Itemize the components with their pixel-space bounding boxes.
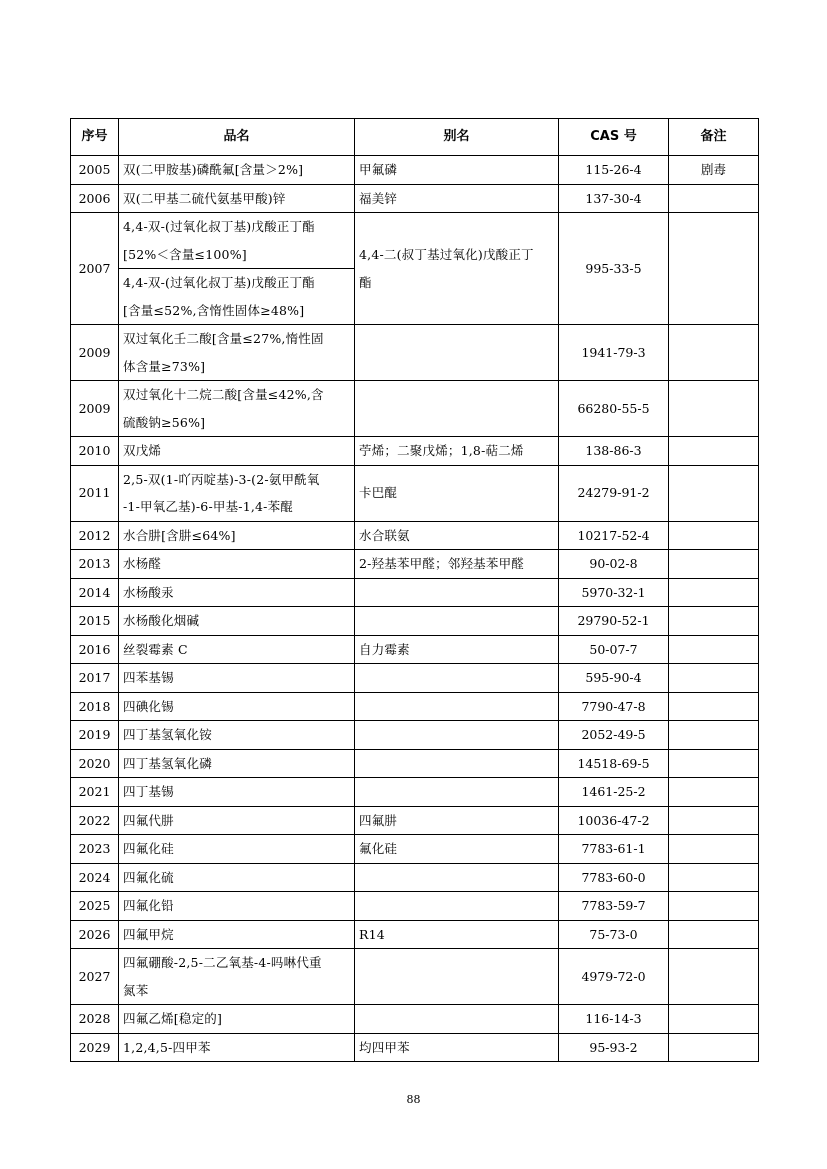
cell-cas-number: 595-90-4 — [559, 664, 669, 693]
name-line: 4,4-双-(过氧化叔丁基)戊酸正丁酯 — [123, 219, 315, 234]
cell-serial-number: 2009 — [71, 325, 119, 381]
cell-alias — [355, 863, 559, 892]
cell-cas-number: 138-86-3 — [559, 437, 669, 466]
table-row — [71, 920, 759, 949]
cell-alias — [355, 721, 559, 750]
name-line: [含量≤52%,含惰性固体≥48%] — [123, 302, 305, 318]
cell-cas-number: 50-07-7 — [559, 635, 669, 664]
table-row — [71, 578, 759, 607]
cell-cas-number: 137-30-4 — [559, 184, 669, 213]
cell-serial-number: 2010 — [71, 437, 119, 466]
cell-alias — [355, 381, 559, 437]
cell-serial-number: 2021 — [71, 778, 119, 807]
cell-product-name: 四丁基氢氧化磷 — [119, 749, 355, 778]
table-row — [71, 1033, 759, 1062]
cell-remark — [669, 835, 759, 864]
cell-alias: 自力霉素 — [355, 635, 559, 664]
cell-serial-number: 2024 — [71, 863, 119, 892]
cell-remark — [669, 465, 759, 521]
cell-cas-number: 90-02-8 — [559, 550, 669, 579]
cell-alias — [355, 892, 559, 921]
cell-serial-number: 2022 — [71, 806, 119, 835]
table-row — [71, 607, 759, 636]
cell-cas-number: 7783-60-0 — [559, 863, 669, 892]
cell-serial-number: 2005 — [71, 156, 119, 185]
cell-product-name: 水合肼[含肼≤64%] — [119, 521, 355, 550]
cell-cas-number: 4979-72-0 — [559, 949, 669, 1005]
cell-alias — [355, 607, 559, 636]
cell-product-name: 四氟化硅 — [119, 835, 355, 864]
cell-serial-number: 2029 — [71, 1033, 119, 1062]
name-line: 体含量≥73%] — [123, 358, 206, 374]
cell-product-name — [119, 949, 355, 1005]
cell-serial-number: 2018 — [71, 692, 119, 721]
table-row — [71, 778, 759, 807]
cell-serial-number: 2026 — [71, 920, 119, 949]
table-row — [71, 465, 759, 521]
name-line: 4,4-双-(过氧化叔丁基)戊酸正丁酯 — [123, 275, 315, 290]
table-row — [71, 692, 759, 721]
cell-alias — [355, 749, 559, 778]
cell-remark — [669, 1033, 759, 1062]
name-line: 双过氧化壬二酸[含量≤27%,惰性固 — [123, 331, 324, 346]
cell-remark — [669, 749, 759, 778]
table-header-row — [71, 119, 759, 156]
cell-serial-number: 2019 — [71, 721, 119, 750]
header-remark: 备注 — [669, 119, 759, 156]
cell-alias: 水合联氨 — [355, 521, 559, 550]
cell-remark — [669, 721, 759, 750]
cell-remark — [669, 778, 759, 807]
table-row — [71, 863, 759, 892]
cell-product-name: 丝裂霉素 C — [119, 635, 355, 664]
table-row — [71, 213, 759, 269]
cell-alias — [355, 1005, 559, 1034]
cell-product-name — [119, 269, 355, 325]
cell-alias: 2-羟基苯甲醛；邻羟基苯甲醛 — [355, 550, 559, 579]
cell-product-name: 四丁基氢氧化铵 — [119, 721, 355, 750]
cell-product-name: 双戊烯 — [119, 437, 355, 466]
cell-serial-number: 2007 — [71, 213, 119, 325]
cell-serial-number: 2023 — [71, 835, 119, 864]
header-cas-number: CAS 号 — [559, 119, 669, 156]
cell-product-name: 双(二甲胺基)磷酰氟[含量＞2%] — [119, 156, 355, 185]
cell-cas-number: 1941-79-3 — [559, 325, 669, 381]
page-number: 88 — [406, 1093, 421, 1106]
table-row — [71, 749, 759, 778]
cell-alias: R14 — [355, 920, 559, 949]
cell-remark — [669, 892, 759, 921]
cell-remark — [669, 920, 759, 949]
cell-serial-number: 2013 — [71, 550, 119, 579]
cell-cas-number: 2052-49-5 — [559, 721, 669, 750]
cell-serial-number: 2027 — [71, 949, 119, 1005]
cell-alias — [355, 578, 559, 607]
alias-line: 4,4-二(叔丁基过氧化)戊酸正丁 — [359, 247, 534, 262]
cell-remark: 剧毒 — [669, 156, 759, 185]
cell-cas-number: 7790-47-8 — [559, 692, 669, 721]
cell-alias: 卡巴醌 — [355, 465, 559, 521]
name-line: 双过氧化十二烷二酸[含量≤42%,含 — [123, 387, 324, 402]
cell-product-name: 四氟化硫 — [119, 863, 355, 892]
cell-product-name: 水杨酸化烟碱 — [119, 607, 355, 636]
cell-alias — [355, 949, 559, 1005]
cell-cas-number: 116-14-3 — [559, 1005, 669, 1034]
table-row — [71, 806, 759, 835]
table-row — [71, 892, 759, 921]
cell-remark — [669, 635, 759, 664]
cell-alias — [355, 692, 559, 721]
cell-serial-number: 2015 — [71, 607, 119, 636]
table-row — [71, 325, 759, 381]
name-line: [52%＜含量≤100%] — [123, 246, 247, 262]
cell-cas-number: 66280-55-5 — [559, 381, 669, 437]
cell-cas-number: 10036-47-2 — [559, 806, 669, 835]
cell-alias — [355, 213, 559, 325]
table-row — [71, 635, 759, 664]
cell-remark — [669, 550, 759, 579]
cell-alias — [355, 778, 559, 807]
cell-remark — [669, 325, 759, 381]
alias-line: 酯 — [359, 274, 372, 290]
table-row — [71, 721, 759, 750]
cell-remark — [669, 213, 759, 325]
cell-cas-number: 7783-59-7 — [559, 892, 669, 921]
table-row — [71, 949, 759, 1005]
cell-remark — [669, 949, 759, 1005]
cell-serial-number: 2006 — [71, 184, 119, 213]
cell-cas-number: 1461-25-2 — [559, 778, 669, 807]
cell-serial-number: 2012 — [71, 521, 119, 550]
cell-cas-number: 29790-52-1 — [559, 607, 669, 636]
cell-product-name: 双(二甲基二硫代氨基甲酸)锌 — [119, 184, 355, 213]
cell-cas-number: 14518-69-5 — [559, 749, 669, 778]
cell-alias: 四氟肼 — [355, 806, 559, 835]
cell-cas-number: 75-73-0 — [559, 920, 669, 949]
table-row — [71, 184, 759, 213]
cell-alias — [355, 664, 559, 693]
cell-remark — [669, 664, 759, 693]
cell-serial-number: 2016 — [71, 635, 119, 664]
cell-cas-number: 24279-91-2 — [559, 465, 669, 521]
name-line: 氮苯 — [123, 982, 149, 998]
cell-product-name: 四氟甲烷 — [119, 920, 355, 949]
cell-alias: 氟化硅 — [355, 835, 559, 864]
cell-remark — [669, 381, 759, 437]
cell-remark — [669, 521, 759, 550]
cell-remark — [669, 607, 759, 636]
name-line: 硫酸钠≥56%] — [123, 414, 206, 430]
cell-product-name: 四碘化锡 — [119, 692, 355, 721]
cell-cas-number: 5970-32-1 — [559, 578, 669, 607]
cell-product-name: 水杨酸汞 — [119, 578, 355, 607]
cell-product-name: 四丁基锡 — [119, 778, 355, 807]
cell-product-name: 四氟乙烯[稳定的] — [119, 1005, 355, 1034]
cell-remark — [669, 1005, 759, 1034]
name-line: -1-甲氧乙基)-6-甲基-1,4-苯醌 — [123, 499, 294, 514]
cell-product-name — [119, 213, 355, 269]
cell-product-name: 四苯基锡 — [119, 664, 355, 693]
cell-serial-number: 2017 — [71, 664, 119, 693]
header-product-name: 品名 — [119, 119, 355, 156]
cell-remark — [669, 578, 759, 607]
cell-product-name: 1,2,4,5-四甲苯 — [119, 1033, 355, 1062]
cell-product-name — [119, 381, 355, 437]
header-alias: 别名 — [355, 119, 559, 156]
cell-serial-number: 2011 — [71, 465, 119, 521]
header-serial-number: 序号 — [71, 119, 119, 156]
cell-cas-number: 95-93-2 — [559, 1033, 669, 1062]
cell-alias: 均四甲苯 — [355, 1033, 559, 1062]
cell-serial-number: 2014 — [71, 578, 119, 607]
cell-serial-number: 2020 — [71, 749, 119, 778]
cell-product-name: 水杨醛 — [119, 550, 355, 579]
cell-remark — [669, 692, 759, 721]
table-row — [71, 437, 759, 466]
name-line: 四氟硼酸-2,5-二乙氧基-4-吗啉代重 — [123, 955, 322, 970]
table-row — [71, 381, 759, 437]
cell-remark — [669, 184, 759, 213]
cell-alias: 甲氟磷 — [355, 156, 559, 185]
cell-product-name — [119, 325, 355, 381]
cell-remark — [669, 863, 759, 892]
cell-remark — [669, 437, 759, 466]
table-row — [71, 664, 759, 693]
table-row — [71, 1005, 759, 1034]
cell-cas-number: 995-33-5 — [559, 213, 669, 325]
cell-product-name — [119, 465, 355, 521]
cell-remark — [669, 806, 759, 835]
cell-alias: 福美锌 — [355, 184, 559, 213]
cell-cas-number: 7783-61-1 — [559, 835, 669, 864]
cell-product-name: 四氟化铅 — [119, 892, 355, 921]
name-line: 2,5-双(1-吖丙啶基)-3-(2-氨甲酰氧 — [123, 471, 320, 487]
cell-alias: 苧烯；二聚戊烯；1,8-萜二烯 — [355, 437, 559, 466]
cell-serial-number: 2025 — [71, 892, 119, 921]
cell-alias — [355, 325, 559, 381]
chemical-catalog-table — [70, 118, 759, 1062]
cell-product-name: 四氟代肼 — [119, 806, 355, 835]
table-row — [71, 156, 759, 185]
cell-serial-number: 2009 — [71, 381, 119, 437]
table-row — [71, 550, 759, 579]
cell-cas-number: 115-26-4 — [559, 156, 669, 185]
cell-cas-number: 10217-52-4 — [559, 521, 669, 550]
cell-serial-number: 2028 — [71, 1005, 119, 1034]
table-row — [71, 521, 759, 550]
table-row — [71, 835, 759, 864]
